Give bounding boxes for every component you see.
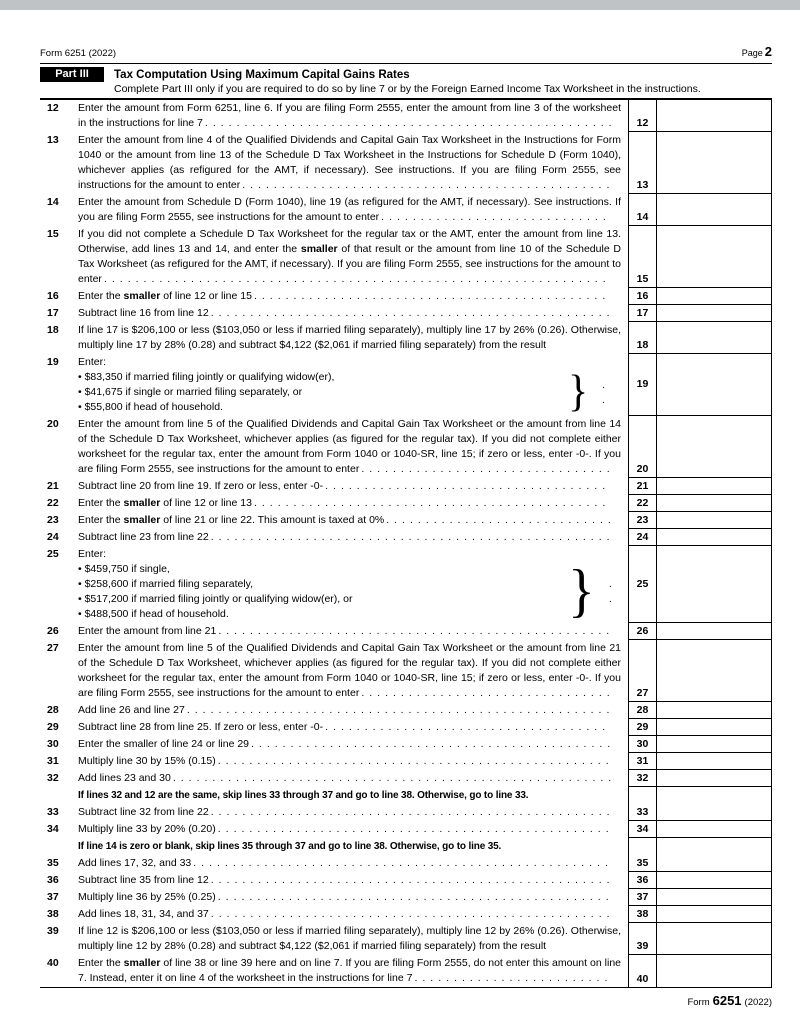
line-25-amount-box[interactable] — [656, 546, 772, 623]
line-29-amount-box[interactable] — [656, 719, 772, 736]
line-40-text: Enter the smaller of line 38 or line 39 here and on line 7. If you are filing Form 2555, do not enter this amount on line 7. Instead, enter it on line 4 of the worksheet in the instructions for line 7 ......................... — [78, 957, 622, 984]
line-32-box-number: 32 — [628, 770, 656, 787]
line-24-amount-box[interactable] — [656, 529, 772, 546]
line-38-text: Add lines 18, 31, 34, and 37 ................................................... — [78, 908, 615, 920]
dot-leader: ................................ — [361, 687, 615, 699]
line-18-box-number: 18 — [628, 322, 656, 354]
line-29-row — [40, 719, 772, 736]
dot-leader: ........................................................ — [172, 772, 617, 784]
line-40-number: 40 — [47, 957, 59, 969]
part3-header — [40, 67, 772, 82]
line-40-box-number: 40 — [628, 955, 656, 987]
dot-leader: .................................................. — [218, 625, 615, 637]
footer-form-year: (2022) — [744, 997, 772, 1008]
line-20-amount-box[interactable] — [656, 416, 772, 478]
line-30-text: Enter the smaller of line 24 or line 29 .............................................. — [78, 738, 616, 750]
line-14-row — [40, 194, 772, 226]
line-17-row — [40, 305, 772, 322]
line-35-row — [40, 855, 772, 872]
line-35-amount-box[interactable] — [656, 855, 772, 872]
line-19-bullet-list — [78, 370, 568, 415]
empty-amount-cell — [656, 787, 772, 804]
line-17-number: 17 — [47, 307, 59, 319]
note-number-spacer — [40, 787, 78, 804]
line-37-row — [40, 889, 772, 906]
line-27-box-number: 27 — [628, 640, 656, 702]
line-33-box-number: 33 — [628, 804, 656, 821]
line-26-row — [40, 623, 772, 640]
line-12-amount-box[interactable] — [656, 100, 772, 132]
line-26-text: Enter the amount from line 21 .................................................. — [78, 625, 615, 637]
line-30-box-number: 30 — [628, 736, 656, 753]
dot-leader: .............................................. — [251, 738, 616, 750]
line-39-box-number: 39 — [628, 923, 656, 955]
dot-leader: ................................................... — [210, 874, 615, 886]
line-37-number: 37 — [47, 891, 59, 903]
line-20-text: Enter the amount from line 5 of the Qualified Dividends and Capital Gain Tax Worksheet or the amount from line 14 of the Schedule D Tax Worksheet, whichever applies (as figured for the regular tax). If you did not complete either worksheet for the regular tax, enter the amount from Form 1040 or 1040-SR, line 15; if zero or less, enter -0-. If you are filing Form 2555, see instructions for the amount to enter ................................ — [78, 418, 621, 475]
empty-box-number-cell — [628, 787, 656, 804]
line-21-text: Subtract line 20 from line 19. If zero or less, enter -0- .................................... — [78, 480, 611, 492]
line-29-number: 29 — [47, 721, 59, 733]
line-15-box-number: 15 — [628, 226, 656, 288]
line-32-text: Add lines 23 and 30 ........................................................ — [78, 772, 617, 784]
line-30-row — [40, 736, 772, 753]
page-header — [40, 44, 772, 64]
line-34-number: 34 — [47, 823, 59, 835]
line-32-amount-box[interactable] — [656, 770, 772, 787]
bullet-item: • $488,500 if head of household. — [78, 608, 229, 620]
dot-leader: ................................................... — [210, 531, 615, 543]
footer-form-number: 6251 — [712, 993, 742, 1008]
line-23-box-number: 23 — [628, 512, 656, 529]
page-number: 2 — [764, 44, 772, 59]
line-21-number: 21 — [47, 480, 59, 492]
line-18-number: 18 — [47, 324, 59, 336]
line-18-amount-box[interactable] — [656, 322, 772, 354]
line-38-amount-box[interactable] — [656, 906, 772, 923]
line-25-number: 25 — [47, 548, 59, 560]
line-12-box-number: 12 — [628, 100, 656, 132]
instruction-note-text: If lines 32 and 12 are the same, skip lines 33 through 37 and go to line 38. Otherwise, go to line 33. — [78, 790, 529, 801]
dot-leader: ............................................. — [253, 497, 611, 509]
line-25-intro: Enter: — [78, 548, 107, 560]
dot-leader: ................................................... — [210, 908, 615, 920]
line-37-box-number: 37 — [628, 889, 656, 906]
line-24-box-number: 24 — [628, 529, 656, 546]
line-21-box-number: 21 — [628, 478, 656, 495]
instruction-note-row — [40, 787, 772, 804]
line-31-box-number: 31 — [628, 753, 656, 770]
line-33-row — [40, 804, 772, 821]
line-23-number: 23 — [47, 514, 59, 526]
line-28-text: Add line 26 and line 27 ...................................................... — [78, 704, 615, 716]
line-12-row — [40, 100, 772, 132]
bullet-item: • $41,675 if single or married filing separately, or — [78, 386, 303, 398]
line-28-box-number: 28 — [628, 702, 656, 719]
line-25-text — [78, 546, 628, 623]
line-23-text: Enter the smaller of line 21 or line 22. This amount is taxed at 0% ............................. — [78, 514, 616, 526]
line-21-amount-box[interactable] — [656, 478, 772, 495]
line-28-amount-box[interactable] — [656, 702, 772, 719]
line-32-number: 32 — [47, 772, 59, 784]
dot-leader: ................................ — [361, 463, 615, 475]
line-14-box-number: 14 — [628, 194, 656, 226]
line-38-box-number: 38 — [628, 906, 656, 923]
line-35-text: Add lines 17, 32, and 33 ..................................................... — [78, 857, 613, 869]
line-19-number: 19 — [47, 356, 59, 368]
note-number-spacer — [40, 838, 78, 855]
line-28-row — [40, 702, 772, 719]
empty-box-number-cell — [628, 838, 656, 855]
line-25-bullet-list — [78, 562, 568, 622]
instruction-note-text: If line 14 is zero or blank, skip lines 35 through 37 and go to line 38. Otherwise, go to line 35. — [78, 841, 502, 852]
line-19-row — [40, 354, 772, 416]
line-36-number: 36 — [47, 874, 59, 886]
line-39-number: 39 — [47, 925, 59, 937]
footer-form-label: Form — [687, 997, 710, 1008]
line-29-text: Subtract line 28 from line 25. If zero or less, enter -0- .................................... — [78, 721, 611, 733]
line-19-intro: Enter: — [78, 356, 107, 368]
line-34-amount-box[interactable] — [656, 821, 772, 838]
line-39-amount-box[interactable] — [656, 923, 772, 955]
bullet-item: • $83,350 if married filing jointly or qualifying widow(er), — [78, 371, 335, 383]
line-20-row — [40, 416, 772, 478]
dot-leader: .................................................. — [217, 755, 614, 767]
bullet-item: • $55,800 if head of household. — [78, 401, 223, 413]
bullet-item: • $258,600 if married filing separately, — [78, 578, 254, 590]
dot-leader: . . — [608, 578, 619, 605]
line-27-amount-box[interactable] — [656, 640, 772, 702]
line-16-number: 16 — [47, 290, 59, 302]
line-35-box-number: 35 — [628, 855, 656, 872]
instruction-note-row — [40, 838, 772, 855]
page-label: Page — [741, 48, 763, 58]
part3-label: Part III — [40, 67, 104, 82]
dot-leader: ............................. — [381, 211, 611, 223]
dot-leader: ................................................................ — [103, 273, 611, 285]
dot-leader: ................................................... — [210, 806, 615, 818]
form-page — [0, 44, 800, 1008]
dot-leader: .................................... — [325, 480, 611, 492]
line-35-number: 35 — [47, 857, 59, 869]
line-17-text: Subtract line 16 from line 12 ................................................... — [78, 307, 615, 319]
line-16-box-number: 16 — [628, 288, 656, 305]
line-15-amount-box[interactable] — [656, 226, 772, 288]
line-34-box-number: 34 — [628, 821, 656, 838]
part3-subtitle: Complete Part III only if you are required to do so by line 7 or by the Foreign Earned Income Tax Worksheet in the instructions. — [114, 83, 701, 95]
dot-leader: ............................. — [386, 514, 616, 526]
page-footer — [40, 993, 772, 1008]
line-39-text: If line 12 is $206,100 or less ($103,050 or less if married filing separately), multiply line 12 by 26% (0.26). Otherwise, multiply line 12 by 28% (0.28) and subtract $4,122 ($2,061 if married filing separately) from the result — [78, 925, 621, 952]
bullet-item: • $517,200 if married filing jointly or qualifying widow(er), or — [78, 593, 353, 605]
line-29-box-number: 29 — [628, 719, 656, 736]
dot-leader: . . — [602, 378, 613, 406]
line-40-row — [40, 955, 772, 987]
line-14-number: 14 — [47, 196, 59, 208]
line-37-amount-box[interactable] — [656, 889, 772, 906]
line-36-box-number: 36 — [628, 872, 656, 889]
line-40-amount-box[interactable] — [656, 955, 772, 987]
line-20-box-number: 20 — [628, 416, 656, 478]
line-22-amount-box[interactable] — [656, 495, 772, 512]
line-30-number: 30 — [47, 738, 59, 750]
line-13-text: Enter the amount from line 4 of the Qualified Dividends and Capital Gain Tax Worksheet in the Instructions for Form 1040 or the amount from line 13 of the Schedule D Tax Worksheet in the Instructions for Schedule D (Form 1040), whichever applies (as refigured for the AMT, if necessary). See instructions. If you are filing Form 2555, see instructions for the amount to enter ............................................... — [78, 134, 621, 191]
form-id: Form 6251 (2022) — [40, 48, 117, 59]
part3-table — [40, 98, 772, 988]
brace-glyph: } — [568, 367, 589, 416]
line-38-row — [40, 906, 772, 923]
line-22-number: 22 — [47, 497, 59, 509]
line-22-row — [40, 495, 772, 512]
line-33-number: 33 — [47, 806, 59, 818]
page-indicator — [742, 44, 772, 59]
line-19-text — [78, 354, 628, 416]
line-36-row — [40, 872, 772, 889]
line-19-amount-box[interactable] — [656, 354, 772, 416]
line-36-amount-box[interactable] — [656, 872, 772, 889]
line-31-number: 31 — [47, 755, 59, 767]
line-24-text: Subtract line 23 from line 22 ................................................... — [78, 531, 615, 543]
part3-title: Tax Computation Using Maximum Capital Gains Rates — [114, 68, 410, 81]
line-14-amount-box[interactable] — [656, 194, 772, 226]
line-31-text: Multiply line 30 by 15% (0.15) .................................................. — [78, 755, 614, 767]
line-13-box-number: 13 — [628, 132, 656, 194]
line-19-box-number: 19 — [628, 354, 656, 416]
line-17-amount-box[interactable] — [656, 305, 772, 322]
line-12-number: 12 — [47, 102, 59, 114]
dot-leader: ...................................................... — [186, 704, 615, 716]
line-38-number: 38 — [47, 908, 59, 920]
line-27-row — [40, 640, 772, 702]
line-18-row — [40, 322, 772, 354]
line-16-amount-box[interactable] — [656, 288, 772, 305]
line-30-amount-box[interactable] — [656, 736, 772, 753]
dot-leader: .................................... — [325, 721, 611, 733]
dot-leader: .................................................... — [204, 117, 617, 129]
line-25-box-number: 25 — [628, 546, 656, 623]
line-26-amount-box[interactable] — [656, 623, 772, 640]
line-22-box-number: 22 — [628, 495, 656, 512]
line-17-box-number: 17 — [628, 305, 656, 322]
line-23-amount-box[interactable] — [656, 512, 772, 529]
page-top-edge — [0, 0, 800, 10]
line-27-text: Enter the amount from line 5 of the Qualified Dividends and Capital Gain Tax Worksheet or the amount from line 21 of the Schedule D Tax Worksheet, whichever applies (as figured for the regular tax). If you did not complete either worksheet for the regular tax, enter the amount from Form 1040 or 1040-SR, line 15; if zero or less, enter -0-. If you are filing Form 2555, see instructions for the amount to enter ................................ — [78, 642, 621, 699]
line-39-row — [40, 923, 772, 955]
line-13-number: 13 — [47, 134, 59, 146]
line-20-number: 20 — [47, 418, 59, 430]
line-15-number: 15 — [47, 228, 59, 240]
line-22-text: Enter the smaller of line 12 or line 13 ............................................. — [78, 497, 611, 509]
line-15-row — [40, 226, 772, 288]
line-31-amount-box[interactable] — [656, 753, 772, 770]
line-26-box-number: 26 — [628, 623, 656, 640]
line-16-text: Enter the smaller of line 12 or line 15 ............................................. — [78, 290, 611, 302]
line-24-number: 24 — [47, 531, 59, 543]
dot-leader: ......................... — [414, 972, 613, 984]
dot-leader: ............................................... — [242, 179, 615, 191]
line-26-number: 26 — [47, 625, 59, 637]
line-36-text: Subtract line 35 from line 12 ................................................... — [78, 874, 615, 886]
line-23-row — [40, 512, 772, 529]
dot-leader: ............................................. — [253, 290, 611, 302]
bullet-item: • $459,750 if single, — [78, 563, 170, 575]
line-15-text: If you did not complete a Schedule D Tax Worksheet for the regular tax or the AMT, enter the amount from line 13. Otherwise, add lines 13 and 14, and enter the smaller of that result or the amount from line 10 of the Schedule D Tax Worksheet (as refigured for the AMT, if necessary). If you are filing Form 2555, see instructions for the amount to enter ................................................................ — [78, 228, 621, 285]
line-32-row — [40, 770, 772, 787]
brace-glyph: } — [568, 558, 595, 624]
line-25-row — [40, 546, 772, 623]
line-37-text: Multiply line 36 by 25% (0.25) .................................................. — [78, 891, 614, 903]
dot-leader: .................................................. — [217, 823, 614, 835]
line-34-text: Multiply line 33 by 20% (0.20) .................................................. — [78, 823, 614, 835]
line-13-amount-box[interactable] — [656, 132, 772, 194]
line-18-text: If line 17 is $206,100 or less ($103,050 or less if married filing separately), multiply line 17 by 26% (0.26). Otherwise, multiply line 17 by 28% (0.28) and subtract $4,122 ($2,061 if married filing separately) from the result — [78, 324, 621, 351]
dot-leader: .................................................. — [217, 891, 614, 903]
line-33-text: Subtract line 32 from line 22 ................................................... — [78, 806, 615, 818]
line-21-row — [40, 478, 772, 495]
line-34-row — [40, 821, 772, 838]
line-33-amount-box[interactable] — [656, 804, 772, 821]
empty-amount-cell — [656, 838, 772, 855]
dot-leader: ................................................... — [210, 307, 615, 319]
line-12-text: Enter the amount from Form 6251, line 6. If you are filing Form 2555, enter the amount from line 3 of the worksheet in the instructions for line 7 .................................................... — [78, 102, 621, 129]
line-27-number: 27 — [47, 642, 59, 654]
line-13-row — [40, 132, 772, 194]
line-31-row — [40, 753, 772, 770]
line-28-number: 28 — [47, 704, 59, 716]
line-14-text: Enter the amount from Schedule D (Form 1040), line 19 (as refigured for the AMT, if necessary). See instructions. If you are filing Form 2555, see instructions for the amount to enter ............................. — [78, 196, 621, 223]
dot-leader: ..................................................... — [193, 857, 613, 869]
line-24-row — [40, 529, 772, 546]
line-16-row — [40, 288, 772, 305]
